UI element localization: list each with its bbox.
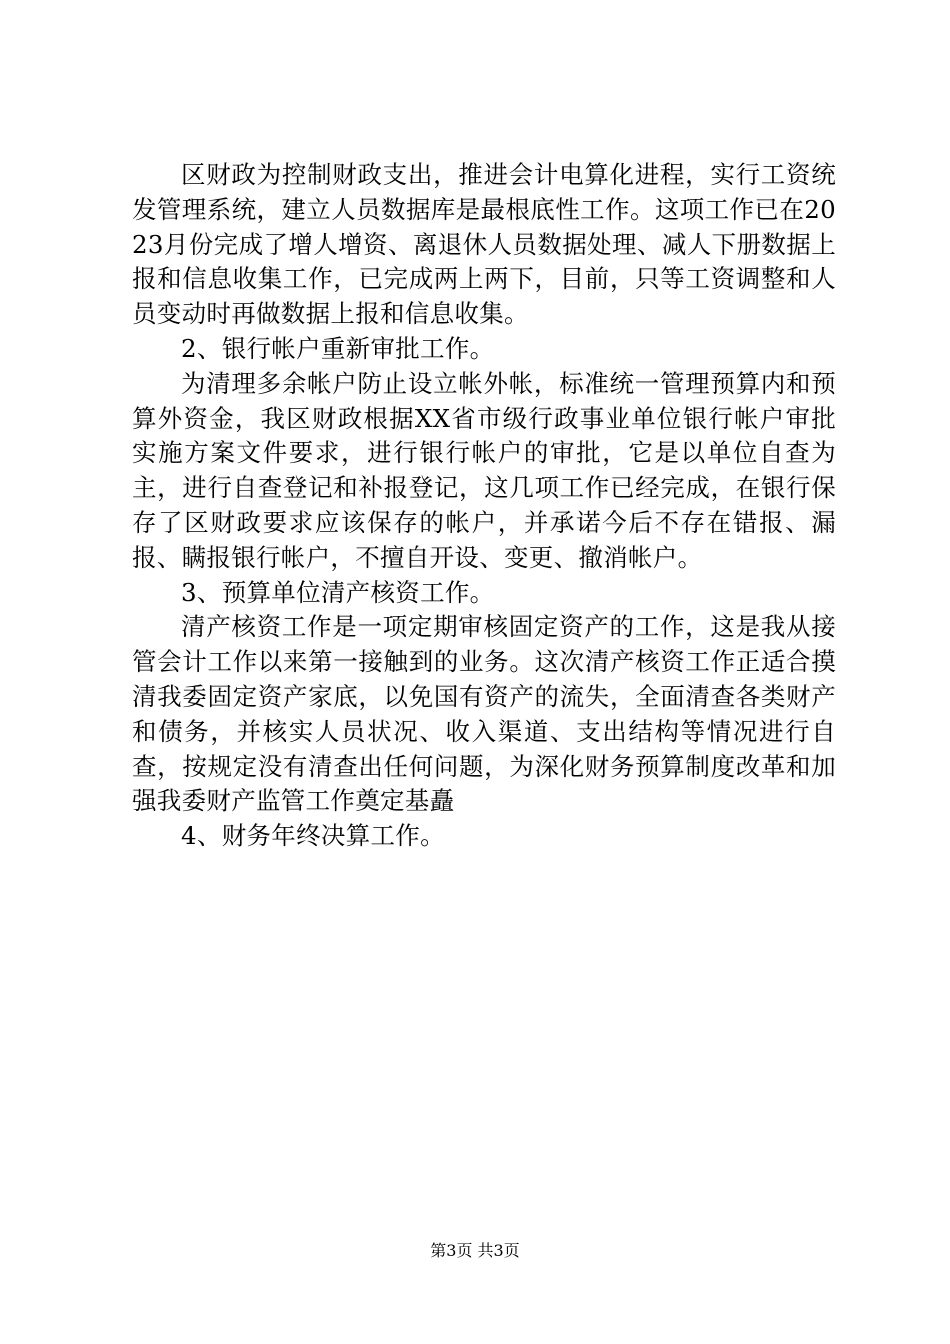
heading-asset-verification: 3、预算单位清产核资工作。 [181, 577, 495, 607]
document-body [132, 158, 836, 854]
paragraph-asset-verification: 清产核资工作是一项定期审核固定资产的工作，这是我从接管会计工作以来第一接触到的业务。这次清产核资工作正适合摸清我委固定资产家底，以免国有资产的流失，全面清查各类财产和债务，并核实人员状况、收入渠道、支出结构等情况进行自查，按规定没有清查出任何问题，为深化财务预算制度改革和加强我委财产监管工作奠定基矗 [132, 612, 836, 816]
page-total: 共3页 [477, 1241, 520, 1260]
page-number: 第3页 [430, 1241, 473, 1260]
heading-bank-account-approval: 2、银行帐户重新审批工作。 [181, 333, 495, 363]
paragraph-payroll-system: 区财政为控制财政支出，推进会计电算化进程，实行工资统发管理系统，建立人员数据库是最根底性工作。这项工作已在2023月份完成了增人增资、离退休人员数据处理、减人下册数据上报和信息收集工作，已完成两上两下，目前，只等工资调整和人员变动时再做数据上报和信息收集。 [132, 160, 836, 329]
page-footer [0, 1241, 950, 1261]
paragraph-bank-account-approval: 为清理多余帐户防止设立帐外帐，标准统一管理预算内和预算外资金，我区财政根据XX省市级行政事业单位银行帐户审批实施方案文件要求，进行银行帐户的审批，它是以单位自查为主，进行自查登记和补报登记，这几项工作已经完成，在银行保存了区财政要求应该保存的帐户，并承诺今后不存在错报、漏报、瞒报银行帐户，不擅自开设、变更、撤消帐户。 [132, 368, 836, 572]
heading-year-end-accounts: 4、财务年终决算工作。 [181, 821, 445, 851]
